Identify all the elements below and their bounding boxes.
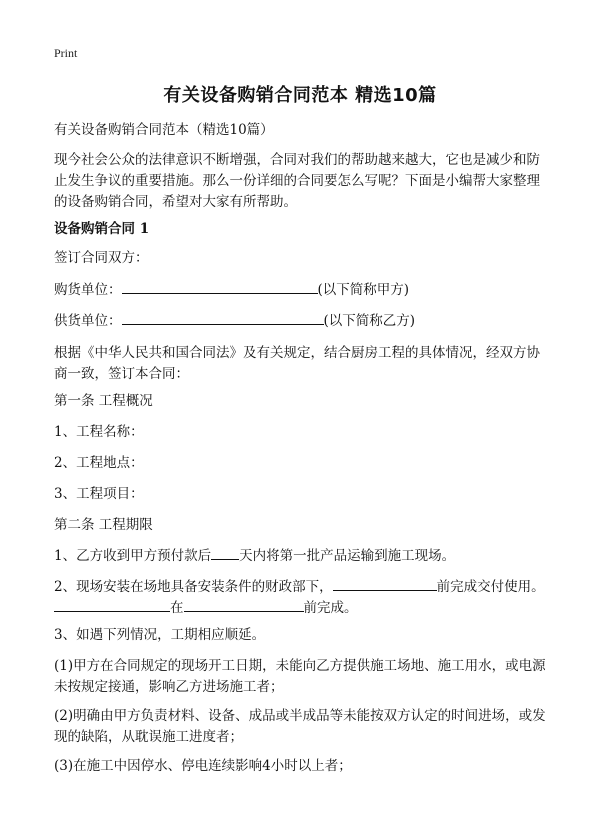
- article-1-heading: 第一条 工程概况: [54, 393, 153, 409]
- supplier-label: 供货单位：: [54, 313, 122, 329]
- term-2-text-c: 在: [170, 600, 184, 616]
- term-2-text-d: 前完成。: [303, 600, 358, 616]
- document-title: 有关设备购销合同范本 精选10篇: [163, 85, 437, 106]
- supplier-blank: [122, 311, 324, 325]
- buyer-line: [54, 280, 550, 301]
- parties-label: 签订合同双方：: [54, 250, 149, 266]
- item-project-location: 2、工程地点：: [54, 455, 144, 471]
- supplier-line: [54, 311, 550, 332]
- buyer-label: 购货单位：: [54, 282, 122, 298]
- condition-2: (2)明确由甲方负责材料、设备、成品或半成品等未能按双方认定的时间进场，或发现的缺陷，从耽误施工进度者；: [54, 708, 546, 745]
- supplier-suffix: (以下简称乙方): [323, 313, 416, 329]
- term-2: [54, 577, 550, 619]
- document-subtitle: 有关设备购销合同范本（精选10篇）: [54, 122, 274, 138]
- article-2-heading: 第二条 工程期限: [54, 517, 153, 533]
- term-2-text-a: 2、现场安装在场地具备安装条件的财政部下，: [54, 579, 333, 595]
- basis-paragraph: 根据《中华人民共和国合同法》及有关规定，结合厨房工程的具体情况，经双方协商一致，签订本合同：: [54, 345, 540, 382]
- term-1-text-b: 天内将第一批产品运输到施工现场。: [239, 548, 456, 564]
- condition-3: (3)在施工中因停水、停电连续影响4小时以上者；: [54, 758, 352, 774]
- term-3: 3、如遇下列情况，工期相应顺延。: [54, 627, 266, 643]
- section-title: 设备购销合同 1: [54, 221, 150, 237]
- term-1: [54, 546, 550, 567]
- term-2-blank-2: [54, 598, 170, 612]
- term-1-blank: [211, 546, 239, 560]
- buyer-suffix: (以下简称甲方): [317, 282, 410, 298]
- item-project-scope: 3、工程项目：: [54, 486, 144, 502]
- term-1-text-a: 1、乙方收到甲方预付款后: [54, 548, 212, 564]
- term-2-blank-3: [184, 598, 304, 612]
- item-project-name: 1、工程名称：: [54, 424, 144, 440]
- print-link[interactable]: Print: [54, 46, 78, 60]
- term-2-text-b: 前完成交付使用。: [436, 579, 545, 595]
- intro-paragraph: 现今社会公众的法律意识不断增强，合同对我们的帮助越来越大，它也是减少和防止发生争议的重要措施。那么一份详细的合同要怎么写呢？下面是小编帮大家整理的设备购销合同，希望对大家有所帮助。: [54, 152, 540, 210]
- term-2-blank-1: [333, 577, 437, 591]
- buyer-blank: [122, 280, 318, 294]
- condition-1: (1)甲方在合同规定的现场开工日期，未能向乙方提供施工场地、施工用水，或电源未按规定接通，影响乙方进场施工者；: [54, 658, 546, 695]
